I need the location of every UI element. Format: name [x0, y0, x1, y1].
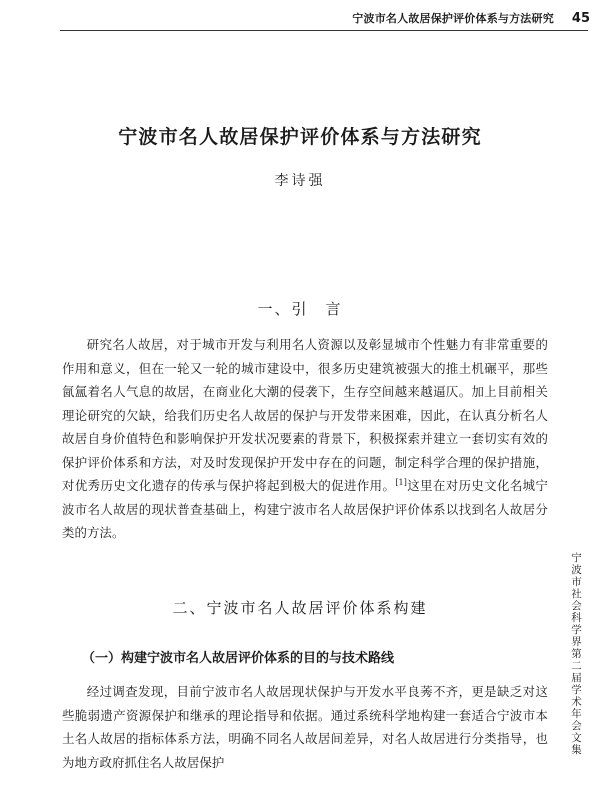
author-name: 李诗强	[274, 173, 326, 189]
page-number: 45	[571, 10, 590, 26]
header-rule	[60, 30, 588, 31]
citation-marker: [1]	[395, 477, 407, 487]
intro-paragraph-continuation: 这里在对历史文化名城宁波市名人故居的现状普查基础上，构建宁波市名人故居保护评价体系以找到名人故居分类的方法。	[62, 478, 548, 540]
section-heading-evaluation-system: 二、宁波市名人故居评价体系构建	[172, 599, 428, 617]
body-paragraph: 经过调查发现，目前宁波市名人故居现状保护与开发水平良莠不齐，更是缺乏对这些脆弱遗产资源保护和继承的理论指导和依据。通过系统科学地构建一套适合宁波市本土名人故居的指标体系方法，明确不同名人故居间差异，对名人故居进行分类指导，也为地方政府抓住名人故居保护	[62, 684, 548, 770]
running-header	[300, 8, 590, 28]
section-heading-introduction: 一、引 言	[257, 300, 343, 318]
running-title: 宁波市名人故居保护评价体系与方法研究	[352, 12, 554, 25]
paper-title: 宁波市名人故居保护评价体系与方法研究	[118, 126, 482, 148]
side-margin-note: 宁波市社会科学界第二届学术年会文集	[570, 552, 582, 756]
intro-paragraph	[62, 333, 548, 569]
subsection-heading: （一）构建宁波市名人故居评价体系的目的与技术路线	[82, 651, 395, 666]
intro-paragraph-text: 研究名人故居，对于城市开发与利用名人资源以及彰显城市个性魅力有非常重要的作用和意义，但在一轮又一轮的城市建设中，很多历史建筑被强大的推土机碾平，那些氤氲着名人气息的故居，在商业化大潮的侵袭下，生存空间越来越逼仄。加上目前相关理论研究的欠缺，给我们历史名人故居的保护与开发带来困难，因此，在认真分析名人故居自身价值特色和影响保护开发状况要素的背景下，积极探索并建立一套切实有效的保护评价体系和方法，对及时发现保护开发中存在的问题，制定科学合理的保护措施，对优秀历史文化遗存的传承与保护将起到极大的促进作用。	[62, 337, 548, 493]
